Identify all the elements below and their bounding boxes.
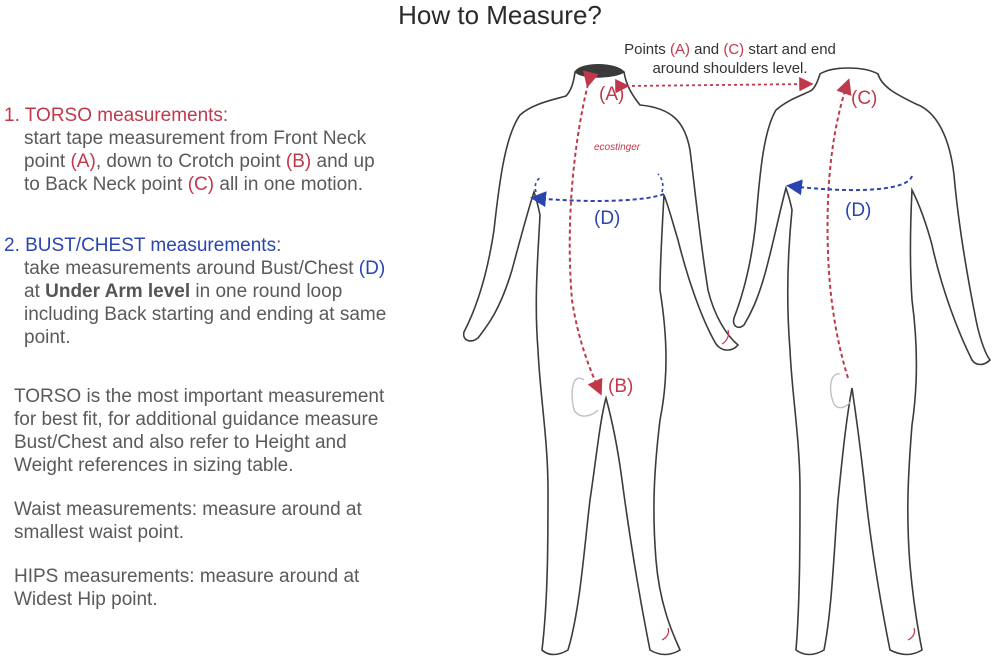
label-a: (A) xyxy=(599,84,625,105)
bust-line-1: take measurements around Bust/Chest (D) xyxy=(24,258,386,279)
note-paragraph-torso: TORSO is the most important measurement for best fit, for additional guidance measure Bust/Chest and also refer to Height and Weight references in sizing table. xyxy=(14,386,385,476)
page-title: How to Measure? xyxy=(398,0,602,30)
note-paragraph-waist: Waist measurements: measure around at smallest waist point. xyxy=(14,499,362,543)
label-c: (C) xyxy=(851,88,878,109)
bust-line-4: point. xyxy=(24,327,71,348)
back-wetsuit xyxy=(734,68,990,655)
label-d-front: (D) xyxy=(594,208,621,229)
torso-heading: 1. TORSO measurements: xyxy=(4,105,229,126)
brand-logo: ecostinger xyxy=(594,142,641,153)
shoulder-note xyxy=(590,40,870,78)
front-wetsuit xyxy=(464,66,738,655)
bust-heading: 2. BUST/CHEST measurements: xyxy=(4,235,282,256)
shoulder-note-line-1: Points (A) and (C) start and end xyxy=(624,41,836,58)
shoulder-note-line-2: around shoulders level. xyxy=(652,60,808,77)
note-paragraph-hips: HIPS measurements: measure around at Widest Hip point. xyxy=(14,566,360,610)
torso-line-2: point (A), down to Crotch point (B) and up xyxy=(24,151,375,172)
bust-line-3: including Back starting and ending at same xyxy=(24,304,387,325)
label-b: (B) xyxy=(608,376,634,397)
bust-line-2: at Under Arm level in one round loop xyxy=(24,281,343,302)
shoulder-connector-line xyxy=(626,84,810,86)
torso-line-1: start tape measurement from Front Neck xyxy=(24,128,367,149)
label-d-back: (D) xyxy=(845,200,872,221)
torso-line-3: to Back Neck point (C) all in one motion. xyxy=(24,174,364,195)
